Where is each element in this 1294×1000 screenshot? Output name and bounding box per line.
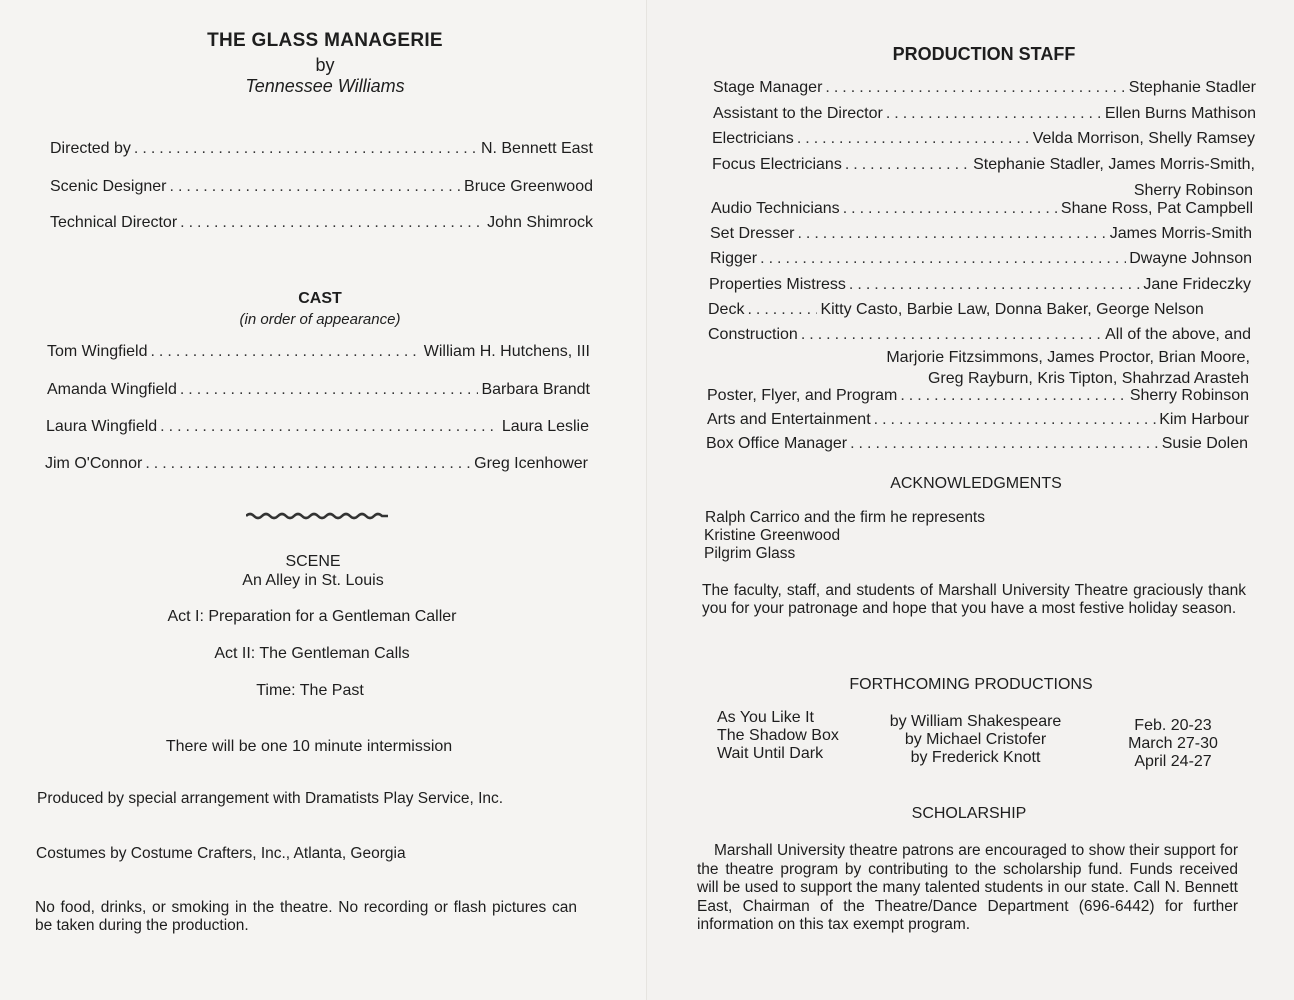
staff-row	[706, 435, 1248, 453]
staff-role: Assistant to the Director	[713, 105, 883, 122]
credit-value: N. Bennett East	[480, 140, 593, 157]
cast-actor: Greg Icenhower	[474, 455, 588, 472]
no-food-note: No food, drinks, or smoking in the theatre. No recording or flash pictures can be taken during the production.	[35, 899, 577, 934]
production-author: by Frederick Knott	[910, 749, 1041, 766]
staff-name: Ellen Burns Mathison	[1104, 105, 1256, 122]
play-author: Tennessee Williams	[245, 76, 405, 96]
staff-role: Set Dresser	[710, 225, 795, 242]
staff-name: Kim Harbour	[1159, 411, 1249, 428]
cast-role: Jim O'Connor	[45, 455, 143, 472]
credit-value: John Shimrock	[487, 214, 593, 231]
staff-role: Electricians	[712, 130, 794, 147]
production-title: The Shadow Box	[717, 727, 839, 744]
by-line: by	[315, 55, 335, 75]
forthcoming-heading: FORTHCOMING PRODUCTIONS	[849, 676, 1093, 693]
staff-role: Construction	[708, 326, 798, 343]
staff-row	[713, 105, 1256, 123]
staff-role: Arts and Entertainment	[707, 411, 871, 428]
staff-name: Dwayne Johnson	[1129, 250, 1252, 267]
scholarship-paragraph: Marshall University theatre patrons are encouraged to show their support for the theatre program by contributing to the scholarship fund. Funds received will be used to support the many talented students in our state. Call N. Bennett East, Chairman of the Theatre/Dance Department (696-6442) for further information on this tax exempt program.	[697, 842, 1238, 933]
staff-role: Properties Mistress	[709, 276, 846, 293]
staff-name: Kitty Casto, Barbie Law, Donna Baker, George Nelson	[820, 301, 1204, 318]
credit-directed-by	[50, 140, 593, 158]
staff-row	[709, 276, 1251, 294]
credit-label: Technical Director	[50, 214, 178, 231]
production-date: April 24-27	[1134, 753, 1212, 770]
staff-row	[710, 225, 1252, 243]
production-date: March 27-30	[1128, 735, 1218, 752]
production-staff-heading: PRODUCTION STAFF	[892, 44, 1076, 64]
production-date: Feb. 20-23	[1134, 717, 1212, 734]
cast-row	[47, 381, 590, 399]
acknowledgment-3: Pilgrim Glass	[704, 545, 796, 562]
cast-actor: William H. Hutchens, III	[423, 343, 590, 360]
costumes-note: Costumes by Costume Crafters, Inc., Atlanta, Georgia	[36, 845, 406, 862]
staff-role: Deck	[708, 301, 745, 318]
cast-subheading: (in order of appearance)	[239, 311, 401, 328]
staff-role: Poster, Flyer, and Program	[707, 387, 898, 404]
staff-row	[711, 200, 1253, 218]
staff-name: All of the above, and	[1105, 326, 1251, 343]
credit-value: Bruce Greenwood	[464, 178, 593, 195]
production-title: As You Like It	[717, 709, 814, 726]
cast-row	[45, 455, 588, 473]
staff-row	[712, 130, 1255, 148]
staff-row	[713, 79, 1256, 97]
staff-name: Sherry Robinson	[1129, 387, 1249, 404]
staff-role: Stage Manager	[713, 79, 823, 96]
production-title: Wait Until Dark	[717, 745, 824, 762]
staff-name: Velda Morrison, Shelly Ramsey	[1032, 130, 1255, 147]
credit-label: Scenic Designer	[50, 178, 167, 195]
credit-technical-director	[50, 214, 593, 232]
staff-role: Audio Technicians	[711, 200, 840, 217]
staff-role: Focus Electricians	[712, 156, 842, 173]
thanks-paragraph: The faculty, staff, and students of Marshall University Theatre graciously thank you for your patronage and hope that you have a most festive holiday season.	[702, 582, 1246, 617]
staff-row	[708, 301, 1251, 319]
staff-row	[712, 156, 1255, 174]
staff-name: Shane Ross, Pat Campbell	[1060, 200, 1253, 217]
staff-name: Stephanie Stadler, James Morris-Smith,	[973, 156, 1255, 173]
staff-row	[707, 387, 1249, 405]
credit-label: Directed by	[50, 140, 131, 157]
staff-name: James Morris-Smith	[1109, 225, 1252, 242]
scene-heading: SCENE	[285, 553, 341, 570]
right-page	[647, 0, 1294, 1000]
credit-scenic-designer	[50, 178, 593, 196]
production-authors	[873, 713, 1078, 767]
staff-name: Susie Dolen	[1161, 435, 1248, 452]
scene-location: An Alley in St. Louis	[242, 572, 384, 589]
production-author: by William Shakespeare	[889, 713, 1062, 730]
cast-row	[47, 343, 590, 361]
production-titles	[717, 709, 877, 763]
construction-continued-1: Marjorie Fitzsimmons, James Proctor, Brian Moore,	[886, 349, 1250, 366]
acknowledgment-2: Kristine Greenwood	[704, 527, 841, 544]
staff-row	[708, 326, 1251, 344]
cast-heading: CAST	[298, 290, 342, 307]
acknowledgment-1: Ralph Carrico and the firm he represents	[705, 509, 985, 526]
cast-role: Laura Wingfield	[46, 418, 158, 435]
play-title: THE GLASS MANAGERIE	[207, 30, 443, 51]
time-line: Time: The Past	[256, 682, 364, 699]
cast-role: Amanda Wingfield	[47, 381, 177, 398]
decorative-divider-icon	[246, 510, 388, 522]
cast-actor: Laura Leslie	[501, 418, 589, 435]
staff-name: Jane Frideczky	[1143, 276, 1251, 293]
production-author: by Michael Cristofer	[904, 731, 1047, 748]
focus-electricians-continued: Sherry Robinson	[1133, 182, 1253, 199]
acknowledgments-heading: ACKNOWLEDGMENTS	[890, 475, 1062, 492]
cast-actor: Barbara Brandt	[481, 381, 590, 398]
construction-continued-2: Greg Rayburn, Kris Tipton, Shahrzad Arasteh	[927, 370, 1249, 387]
scholarship-heading: SCHOLARSHIP	[911, 805, 1027, 822]
cast-role: Tom Wingfield	[47, 343, 148, 360]
act-one: Act I: Preparation for a Gentleman Caller	[167, 608, 457, 625]
staff-role: Rigger	[710, 250, 758, 267]
staff-role: Box Office Manager	[706, 435, 848, 452]
staff-row	[707, 411, 1249, 429]
staff-row	[710, 250, 1252, 268]
production-dates	[1113, 717, 1233, 771]
produced-note: Produced by special arrangement with Dramatists Play Service, Inc.	[37, 790, 504, 807]
cast-row	[46, 418, 589, 436]
act-two: Act II: The Gentleman Calls	[214, 645, 410, 662]
staff-name: Stephanie Stadler	[1128, 79, 1256, 96]
intermission-note: There will be one 10 minute intermission	[165, 738, 453, 755]
